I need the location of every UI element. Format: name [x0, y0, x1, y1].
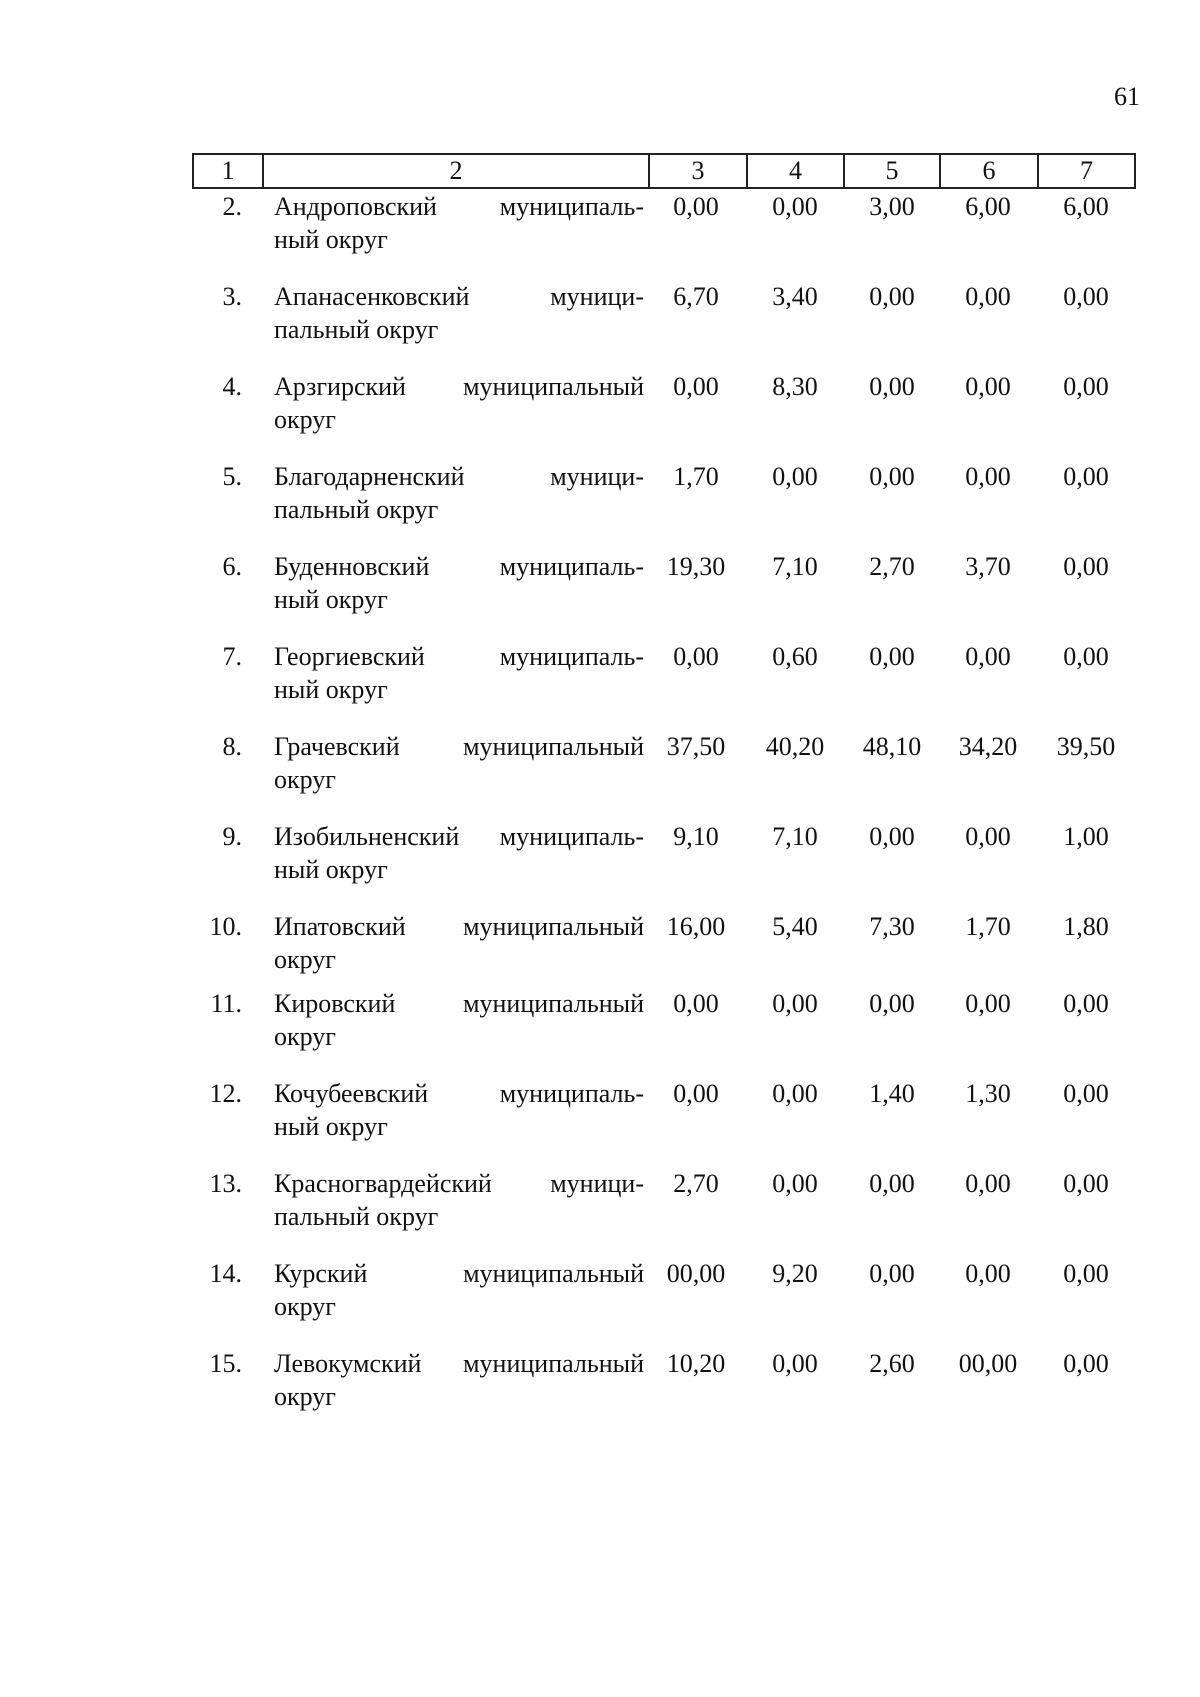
district-name-line-1: Ипатовский муниципальный: [274, 912, 644, 941]
value-col-7: 39,50: [1056, 732, 1116, 761]
value-col-4: 0,60: [772, 642, 818, 671]
row-number: 12.: [209, 1079, 242, 1108]
row-number: 15.: [209, 1349, 242, 1378]
value-col-7: 0,00: [1063, 642, 1109, 671]
table-row: [192, 460, 1132, 530]
value-col-7: 0,00: [1063, 1259, 1109, 1288]
district-name-line-2: округ: [274, 1022, 336, 1051]
value-col-4: 0,00: [772, 989, 818, 1018]
table-row: [192, 910, 1132, 980]
district-name: [274, 1167, 644, 1233]
value-col-3: 6,70: [673, 282, 719, 311]
value-col-5: 0,00: [869, 1259, 915, 1288]
value-col-6: 6,00: [965, 192, 1011, 221]
district-name-line-2: пальный округ: [274, 495, 439, 524]
district-name-line-1: Андроповский муниципаль-: [274, 192, 644, 221]
value-col-5: 2,60: [869, 1349, 915, 1378]
row-number: 3.: [222, 282, 242, 311]
district-name: [274, 460, 644, 526]
value-col-4: 7,10: [772, 822, 818, 851]
table-row: [192, 1167, 1132, 1237]
district-name-line-2: пальный округ: [274, 315, 439, 344]
district-name: [274, 1347, 644, 1413]
district-name-line-2: округ: [274, 405, 336, 434]
value-col-4: 3,40: [772, 282, 818, 311]
table-row: [192, 190, 1132, 260]
value-col-3: 37,50: [666, 732, 726, 761]
table-row: [192, 1077, 1132, 1147]
value-col-7: 0,00: [1063, 282, 1109, 311]
district-name-line-2: ный округ: [274, 855, 388, 884]
value-col-6: 0,00: [965, 1259, 1011, 1288]
value-col-7: 0,00: [1063, 989, 1109, 1018]
value-col-5: 0,00: [869, 372, 915, 401]
value-col-7: 1,80: [1063, 912, 1109, 941]
value-col-4: 0,00: [772, 1079, 818, 1108]
value-col-3: 0,00: [673, 642, 719, 671]
column-header-2: 2: [263, 154, 649, 188]
value-col-3: 0,00: [673, 372, 719, 401]
value-col-3: 19,30: [666, 552, 726, 581]
value-col-5: 0,00: [869, 282, 915, 311]
row-number: 9.: [222, 822, 242, 851]
district-name-line-1: Буденновский муниципаль-: [274, 552, 644, 581]
value-col-4: 40,20: [765, 732, 825, 761]
district-name-line-1: Кочубеевский муниципаль-: [274, 1079, 644, 1108]
value-col-7: 0,00: [1063, 1169, 1109, 1198]
value-col-3: 1,70: [673, 462, 719, 491]
value-col-7: 0,00: [1063, 462, 1109, 491]
row-number: 11.: [210, 989, 242, 1018]
value-col-4: 0,00: [772, 1169, 818, 1198]
district-name: [274, 190, 644, 256]
district-name-line-1: Георгиевский муниципаль-: [274, 642, 644, 671]
district-name: [274, 730, 644, 796]
district-name-line-2: ный округ: [274, 675, 388, 704]
value-col-3: 16,00: [666, 912, 726, 941]
value-col-4: 5,40: [772, 912, 818, 941]
row-number: 2.: [222, 192, 242, 221]
column-header-3: 3: [649, 154, 747, 188]
value-col-4: 7,10: [772, 552, 818, 581]
value-col-3: 10,20: [666, 1349, 726, 1378]
district-name: [274, 1077, 644, 1143]
value-col-5: 0,00: [869, 642, 915, 671]
value-col-5: 0,00: [869, 989, 915, 1018]
value-col-4: 0,00: [772, 192, 818, 221]
district-name-line-1: Курский муниципальный: [274, 1259, 644, 1288]
table-row: [192, 280, 1132, 350]
column-numbers-row: [193, 154, 1135, 188]
district-name: [274, 370, 644, 436]
district-name: [274, 550, 644, 616]
value-col-6: 0,00: [965, 1169, 1011, 1198]
district-name-line-1: Левокумский муниципальный: [274, 1349, 644, 1378]
value-col-5: 0,00: [869, 1169, 915, 1198]
district-name-line-2: ный округ: [274, 225, 388, 254]
district-name-line-1: Арзгирский муниципальный: [274, 372, 644, 401]
table-row: [192, 987, 1132, 1057]
district-name-line-1: Изобильненский муниципаль-: [274, 822, 644, 851]
table-row: [192, 370, 1132, 440]
column-header-1: 1: [193, 154, 263, 188]
value-col-5: 7,30: [869, 912, 915, 941]
district-name-line-2: округ: [274, 945, 336, 974]
row-number: 6.: [222, 552, 242, 581]
value-col-6: 0,00: [965, 642, 1011, 671]
district-name: [274, 910, 644, 976]
value-col-7: 1,00: [1063, 822, 1109, 851]
district-name: [274, 280, 644, 346]
table-row: [192, 1347, 1132, 1417]
row-number: 5.: [222, 462, 242, 491]
row-number: 4.: [222, 372, 242, 401]
value-col-6: 3,70: [965, 552, 1011, 581]
value-col-5: 1,40: [869, 1079, 915, 1108]
value-col-3: 2,70: [673, 1169, 719, 1198]
column-header-4: 4: [747, 154, 844, 188]
value-col-4: 8,30: [772, 372, 818, 401]
district-name-line-2: округ: [274, 765, 336, 794]
row-number: 7.: [222, 642, 242, 671]
value-col-5: 3,00: [869, 192, 915, 221]
value-col-6: 0,00: [965, 989, 1011, 1018]
column-header-6: 6: [940, 154, 1038, 188]
row-number: 14.: [209, 1259, 242, 1288]
value-col-7: 0,00: [1063, 372, 1109, 401]
value-col-5: 48,10: [862, 732, 922, 761]
district-name-line-2: ный округ: [274, 1112, 388, 1141]
value-col-3: 9,10: [673, 822, 719, 851]
value-col-3: 0,00: [673, 1079, 719, 1108]
row-number: 8.: [222, 732, 242, 761]
value-col-3: 00,00: [666, 1259, 726, 1288]
table-row: [192, 550, 1132, 620]
district-name-line-1: Грачевский муниципальный: [274, 732, 644, 761]
value-col-7: 6,00: [1063, 192, 1109, 221]
district-name: [274, 640, 644, 706]
value-col-7: 0,00: [1063, 1079, 1109, 1108]
value-col-5: 2,70: [869, 552, 915, 581]
district-name-line-1: Кировский муниципальный: [274, 989, 644, 1018]
district-name: [274, 1257, 644, 1323]
column-header-7: 7: [1038, 154, 1135, 188]
table-row: [192, 820, 1132, 890]
value-col-3: 0,00: [673, 192, 719, 221]
table-row: [192, 1257, 1132, 1327]
district-name-line-2: округ: [274, 1292, 336, 1321]
value-col-4: 9,20: [772, 1259, 818, 1288]
value-col-3: 0,00: [673, 989, 719, 1018]
value-col-6: 34,20: [958, 732, 1018, 761]
district-name-line-2: пальный округ: [274, 1202, 439, 1231]
value-col-6: 1,30: [965, 1079, 1011, 1108]
value-col-6: 0,00: [965, 462, 1011, 491]
value-col-6: 1,70: [965, 912, 1011, 941]
district-name-line-2: округ: [274, 1382, 336, 1411]
district-name: [274, 987, 644, 1053]
district-name-line-2: ный округ: [274, 585, 388, 614]
district-name-line-1: Благодарненский муници-: [274, 462, 644, 491]
table-row: [192, 640, 1132, 710]
row-number: 13.: [209, 1169, 242, 1198]
value-col-6: 0,00: [965, 822, 1011, 851]
value-col-6: 0,00: [965, 372, 1011, 401]
table-header: [192, 153, 1136, 189]
value-col-5: 0,00: [869, 822, 915, 851]
value-col-4: 0,00: [772, 462, 818, 491]
value-col-4: 0,00: [772, 1349, 818, 1378]
table-row: [192, 730, 1132, 800]
value-col-6: 00,00: [958, 1349, 1018, 1378]
district-name-line-1: Апанасенковский муници-: [274, 282, 644, 311]
district-name: [274, 820, 644, 886]
page-number: 61: [1114, 82, 1140, 111]
value-col-7: 0,00: [1063, 1349, 1109, 1378]
value-col-5: 0,00: [869, 462, 915, 491]
row-number: 10.: [209, 912, 242, 941]
column-header-5: 5: [844, 154, 940, 188]
district-name-line-1: Красногвардейский муници-: [274, 1169, 644, 1198]
value-col-6: 0,00: [965, 282, 1011, 311]
value-col-7: 0,00: [1063, 552, 1109, 581]
